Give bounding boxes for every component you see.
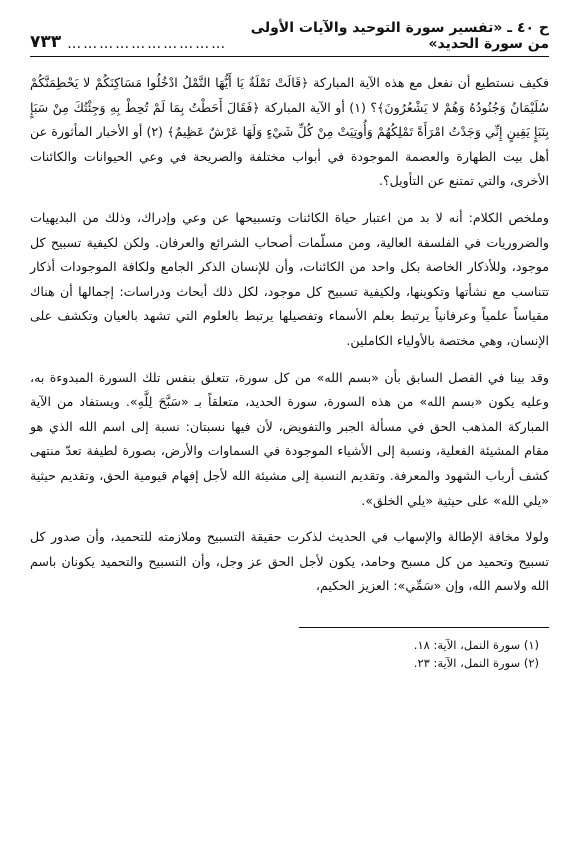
paragraph-4: ولولا مخافة الإطالة والإسهاب في الحديث لذكرت حقيقة التسبيح وملازمته للتحميد، وأن صدور كل تسبيح وتحميد من كل مسبح وحامد، يكون لأجل الحق عز وجل، وأن التسبيح والتحميد يكونان باسم الله ولاسم الله، وإن «سَمِّي»: العزيز الحكيم،	[30, 529, 549, 594]
chapter-title: ح ٤٠ ـ «تفسير سورة التوحيد والآيات الأولى من سورة الحديد»	[250, 20, 549, 52]
running-header	[30, 20, 549, 57]
paragraph-3: وقد بينا في الفصل السابق بأن «بسم الله» من كل سورة، تتعلق بنفس تلك السورة المبدوءة به، وعليه يكون «بسم الله» من هذه السورة، سورة الحديد، متعلقاً بـ «سَبَّحَ لِلَّهِ». ويستفاد من الآية المباركة المذهب الحق في مسألة الجبر والتفويض، لأن فيها نسبتان: نسبة إلى اسم الله الذي هو مقام المشيئة الفعلية، ونسبة إلى الأشياء الموجودة في السماوات والأرض، بصورة لطيفة تعدّ منتهى كشف أرباب الشهود والمعرفة. وتقديم النسبة إلى مشيئة الله لأجل إفهام قيومية الحق، وتقديم حيثية «يلي الله» على حيثية «يلي الخلق».	[30, 369, 549, 508]
footnote-rule	[299, 627, 549, 628]
footnote-1: (١) سورة النمل، الآية: ١٨.	[413, 637, 539, 652]
page-number: ٧٣٣	[30, 32, 62, 52]
leader-dots: …………………………	[67, 36, 228, 52]
footnote-2: (٢) سورة النمل، الآية: ٢٣.	[413, 655, 539, 670]
paragraph-1: فكيف نستطيع أن نفعل مع هذه الآية المباركة ﴿قَالَتْ نَمْلَةٌ يَا أَيُّهَا النَّمْلُ ادْخُلُوا مَسَاكِنَكُمْ لا يَحْطِمَنَّكُمْ سُلَيْمَانُ وَجُنُودُهُ وَهُمْ لا يَشْعُرُونَ﴾؟ (١) أو الآية المباركة ﴿فَقَالَ أَحَطْتُ بِمَا لَمْ تُحِطْ بِهِ وَجِئْتُكَ مِنْ سَبَإٍ بِنَبَإٍ يَقِينٍ إِنِّي وَجَدْتُ امْرَأَةً تَمْلِكُهُمْ وَأُوتِيَتْ مِنْ كُلِّ شَيْءٍ وَلَهَا عَرْشٌ عَظِيمٌ﴾ (٢) أو الأخبار المأثورة عن أهل بيت الطهارة والعصمة الموجودة في أبواب مختلفة والصريحة في وعي الحيوانات والكائنات الأخرى، والتي تمتنع عن التأويل؟.	[30, 75, 549, 189]
book-page	[30, 20, 549, 672]
paragraph-2: وملخص الكلام: أنه لا بد من اعتبار حياة الكائنات وتسبيحها عن وعي وإدراك، وذلك من البديهيات والضروريات في الفلسفة العالية، ومن مسلّمات أصحاب الشرائع والعرفان. ولكن لكيفية تسبيح كل موجود، وللأذكار الخاصة بكل واحد من الكائنات، وأن للإنسان الذكر الجامع ولكافة الموجودات أذكار تتناسب مع نشأتها وتكوينها، ولكيفية تسبيح كل موجود، لكل ذلك أبحاث ودراسات: إجمالها أن هناك مقياساً علمياً وعرفانياً يرتبط بعلم الأسماء وتفصيلها يرتبط بالعلوم التي تشهد بالعيان وتكشف على الإنسان، وهي مختصة بالأولياء الكاملين.	[30, 209, 549, 348]
